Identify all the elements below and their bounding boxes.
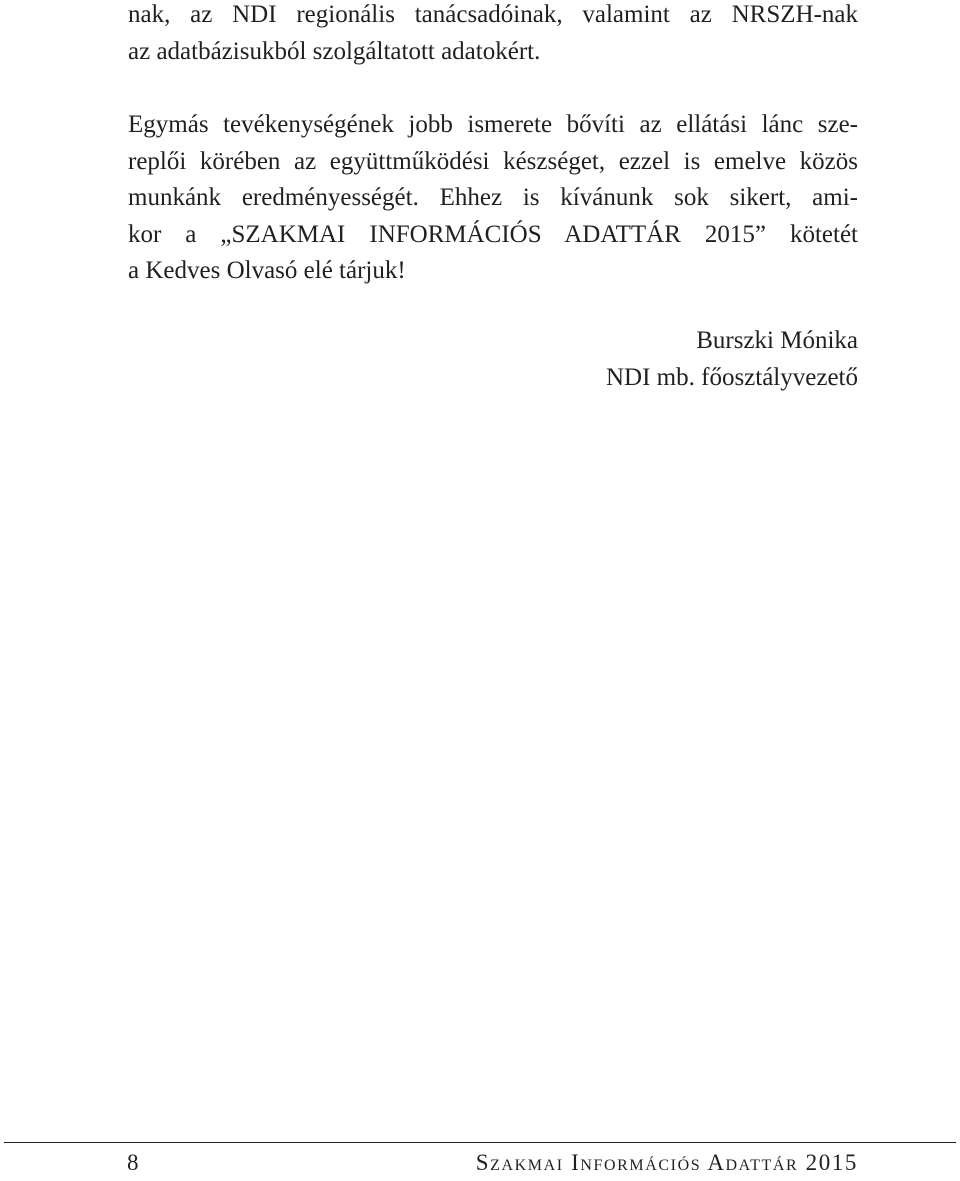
footer-divider [4, 1142, 956, 1143]
text-line: az adatbázisukból szolgáltatott adatokért. [128, 37, 541, 65]
text-line: replői körében az együttműködési készséget, ezzel is emelve közös [128, 147, 858, 175]
signature-block [606, 323, 858, 396]
text-line: kor a „SZAKMAI INFORMÁCIÓS ADATTÁR 2015” kötetét [128, 220, 858, 248]
running-footer-title: Szakmai Információs Adattár 2015 [475, 1150, 858, 1175]
text-line: munkánk eredményességét. Ehhez is kívánunk sok sikert, ami- [128, 184, 858, 211]
signatory-title: NDI mb. főosztályvezető [605, 363, 858, 391]
paragraph-closing [128, 107, 858, 290]
page-number: 8 [127, 1150, 139, 1175]
paragraph-acknowledgement [128, 0, 858, 70]
text-line: a Kedves Olvasó elé tárjuk! [128, 257, 406, 284]
signatory-name: Burszki Mónika [696, 327, 858, 354]
text-line: nak, az NDI regionális tanácsadóinak, valamint az NRSZH-nak [128, 1, 858, 28]
text-line: Egymás tevékenységének jobb ismerete bővíti az ellátási lánc sze- [128, 111, 858, 138]
